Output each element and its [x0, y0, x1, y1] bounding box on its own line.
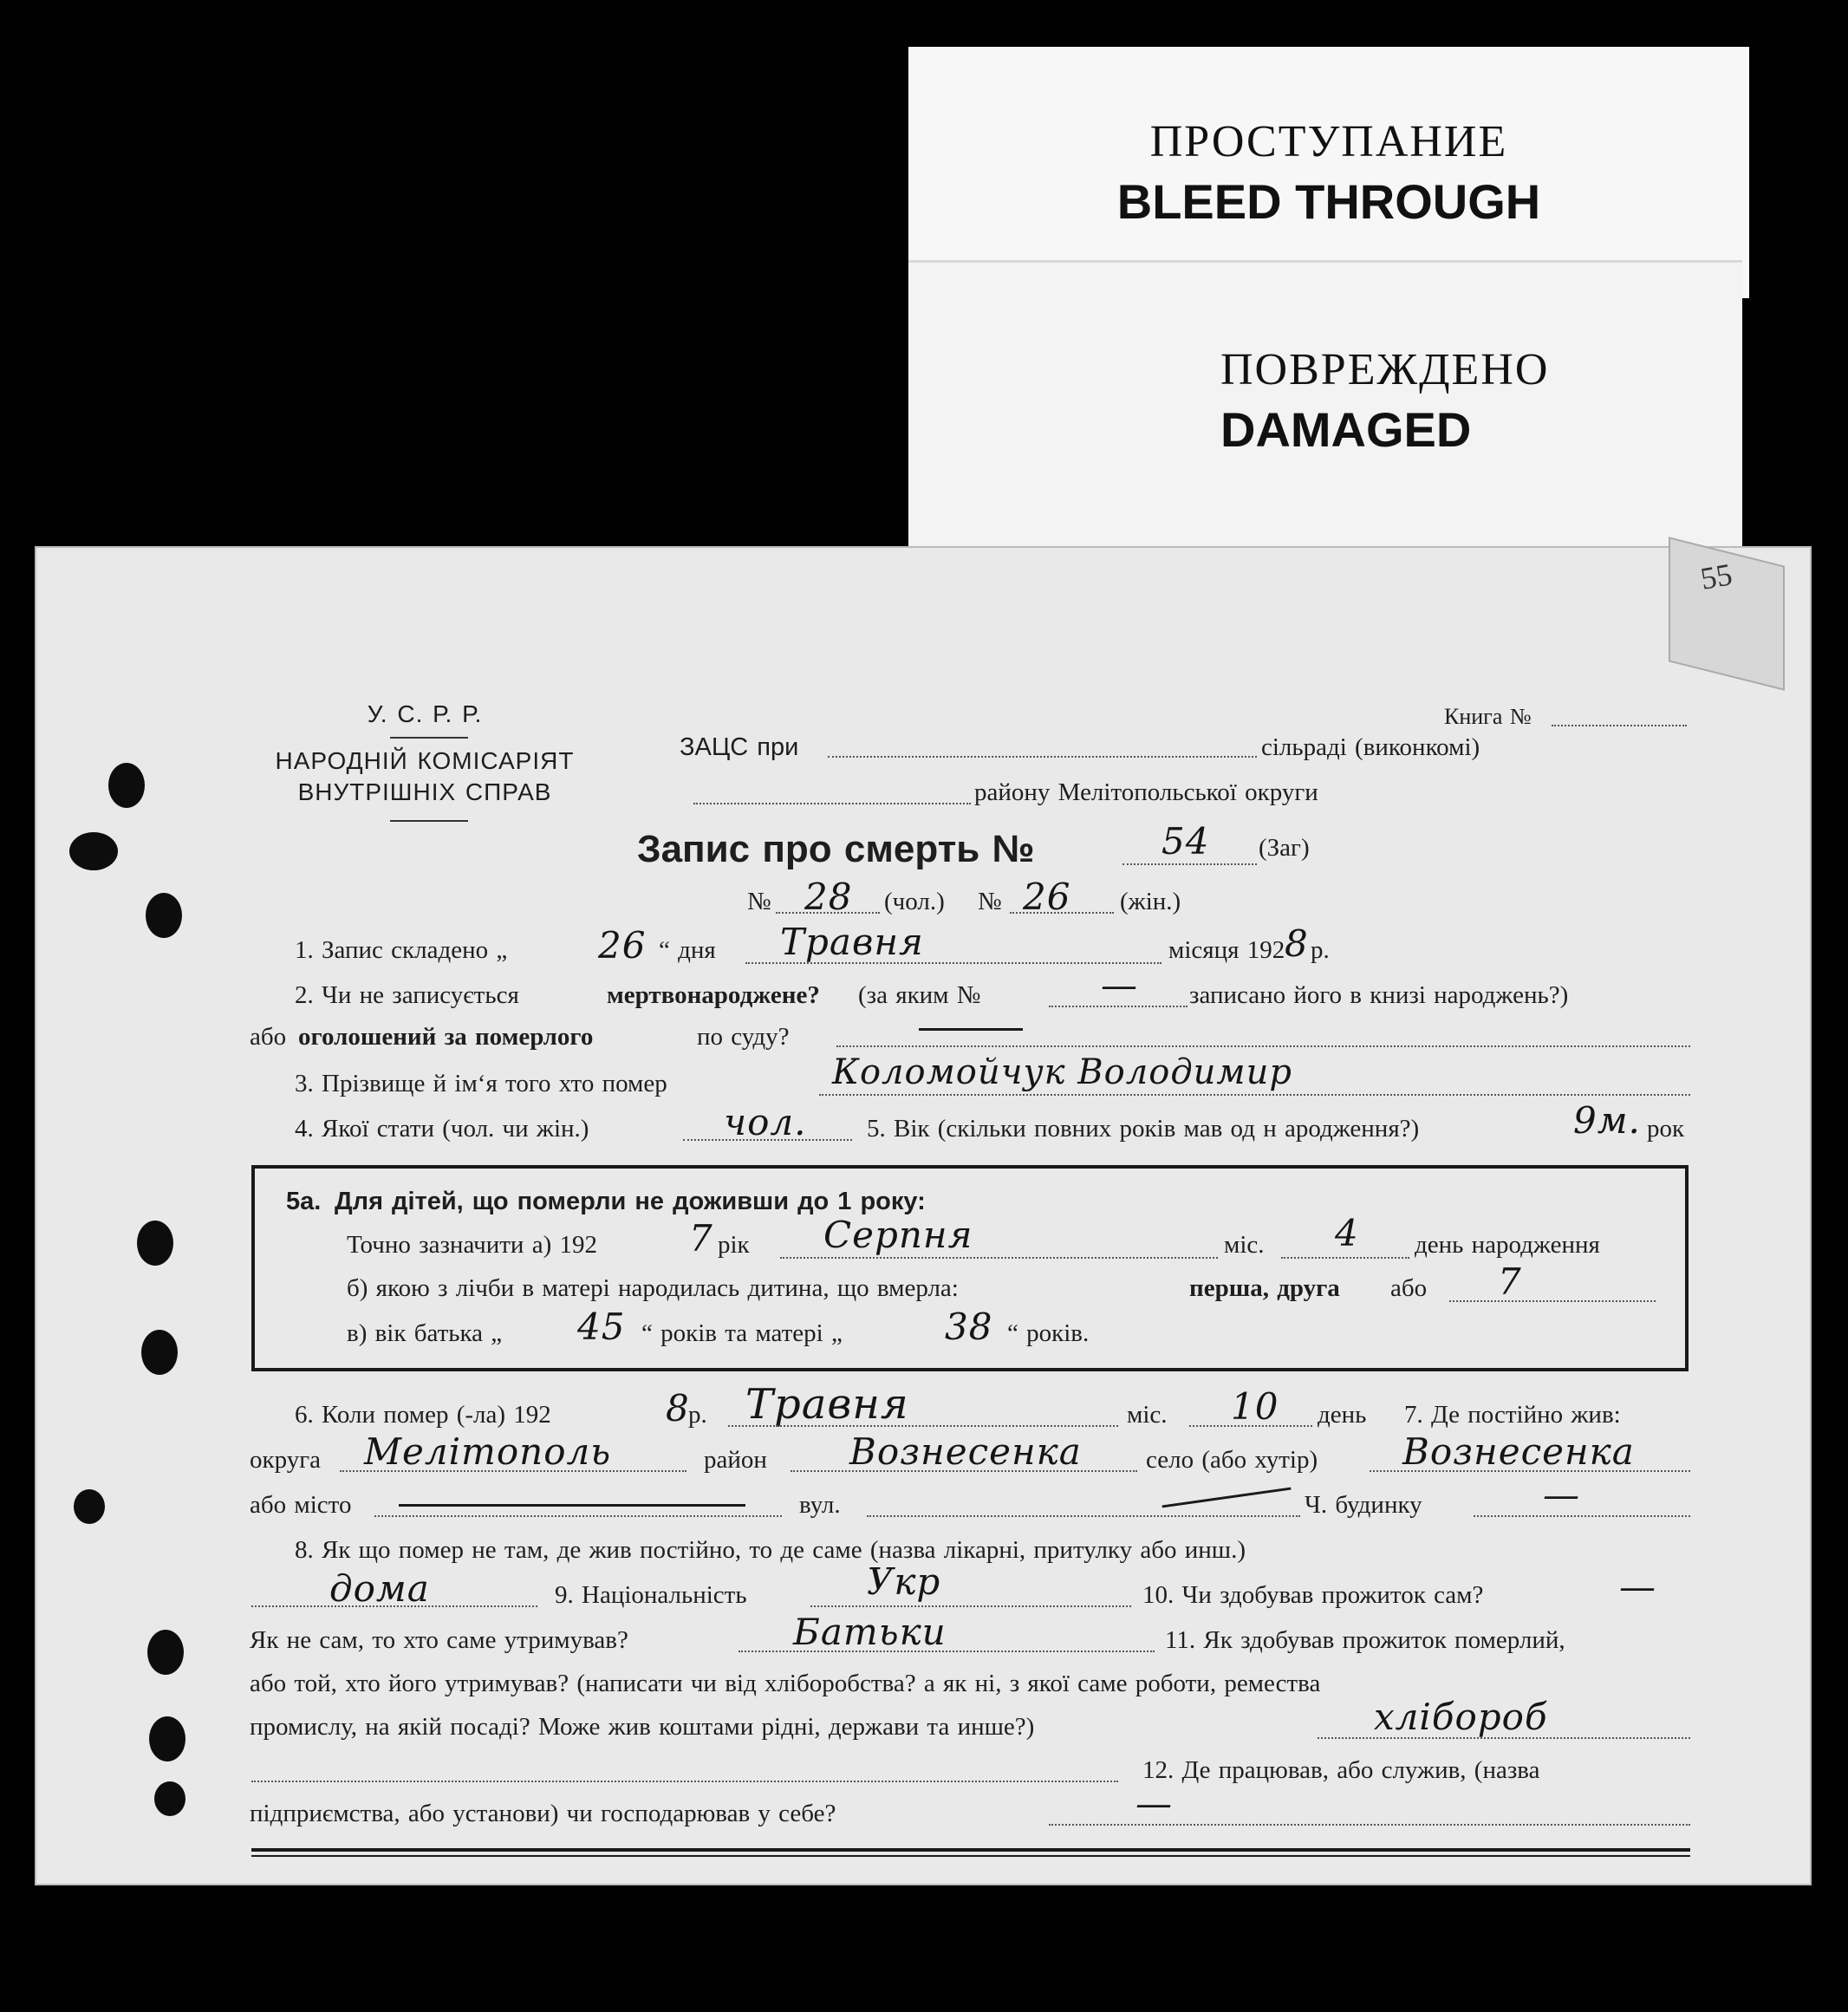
okruha-value: Мелітополь: [364, 1430, 612, 1473]
punch-hole: [149, 1716, 185, 1761]
punch-hole: [137, 1221, 173, 1266]
female-no-label: №: [978, 888, 1002, 915]
header-divider: [390, 820, 468, 822]
bottom-rule-thin: [251, 1855, 1690, 1857]
supporter-label: Як не сам, то хто саме утримував?: [250, 1626, 628, 1654]
death-place-line: [251, 1605, 537, 1607]
death-day-label: день: [1318, 1401, 1367, 1429]
infant-order-options: перша, друга: [1189, 1274, 1340, 1302]
mother-age: 38: [945, 1306, 993, 1348]
court-dash: [919, 1028, 1023, 1031]
male-number-line: [776, 912, 880, 914]
house-number-label: Ч. будинку: [1305, 1491, 1422, 1519]
nationality-line: [810, 1605, 1131, 1607]
infant-section-title: Для дітей, що померли не доживши до 1 року:: [335, 1188, 926, 1215]
infant-section-number: 5а.: [286, 1188, 322, 1215]
bottom-rule: [251, 1848, 1690, 1852]
selo-line: [1370, 1470, 1690, 1472]
workplace-line: [1049, 1824, 1690, 1826]
raion-value: Вознесенка: [849, 1430, 1082, 1473]
corner-page-mark: 55: [1697, 557, 1735, 596]
raion-label: район: [704, 1446, 767, 1474]
punch-hole: [154, 1781, 185, 1816]
supporter-value: Батьки: [793, 1611, 947, 1653]
infant-order-or: або: [1390, 1274, 1428, 1302]
republic-heading: У. С. Р. Р.: [367, 700, 483, 727]
record-month: Травня: [780, 921, 924, 963]
field-1-month-label: місяця 192: [1168, 936, 1285, 964]
death-year: 8: [666, 1387, 690, 1429]
death-month-label: міс.: [1127, 1401, 1168, 1429]
field-11-label: 11. Як здобував прожиток померлий,: [1165, 1626, 1565, 1654]
field-10-label: 10. Чи здобував прожиток сам?: [1142, 1581, 1484, 1609]
field-2-court-line: [836, 1045, 1690, 1047]
field-5-suffix: рок: [1647, 1115, 1685, 1143]
male-no-label: №: [747, 888, 771, 915]
commissariat-line2: ВНУТРІШНІХ СПРАВ: [297, 778, 552, 805]
field-1-year-suffix: р.: [1311, 936, 1330, 964]
field-9-label: 9. Національність: [555, 1581, 747, 1609]
house-number-line: [1474, 1515, 1690, 1517]
workplace: —: [1135, 1782, 1173, 1825]
field-8-label: 8. Як що помер не там, де жив постійно, то де саме (назва лікарні, притулку або инш.): [295, 1536, 1246, 1564]
infant-month-label: міс.: [1224, 1231, 1265, 1259]
mother-age-label: “ років та матері „: [641, 1319, 843, 1347]
field-2-or: або: [250, 1023, 287, 1051]
damaged-label-en: DAMAGED: [1220, 402, 1472, 457]
zags-suffix: сільраді (виконкомі): [1261, 733, 1480, 761]
street-line: [867, 1515, 1300, 1517]
female-label: (жін.): [1120, 888, 1181, 915]
misto-label: або місто: [250, 1491, 352, 1519]
deceased-name-line: [819, 1094, 1690, 1096]
field-6-label: 6. Коли помер (-ла) 192: [295, 1401, 551, 1429]
male-label: (чол.): [884, 888, 945, 915]
misto-dash: [399, 1504, 745, 1507]
damaged-label-ru: ПОВРЕЖДЕНО: [1220, 345, 1550, 394]
parents-age-suffix: “ років.: [1007, 1319, 1090, 1347]
misto-line: [374, 1515, 782, 1517]
infant-day-label: день народження: [1415, 1231, 1600, 1259]
record-number: 54: [1162, 820, 1210, 863]
record-title: Запис про смерть №: [637, 828, 1035, 870]
field-12-question: підприємства, або установи) чи господарював у себе?: [250, 1800, 836, 1827]
field-12-label: 12. Де працював, або служив, (назва: [1142, 1756, 1540, 1784]
house-number-value: —: [1543, 1474, 1580, 1516]
infant-year-suffix: рік: [718, 1231, 750, 1259]
punch-hole: [108, 763, 145, 808]
punch-hole: [74, 1489, 105, 1524]
street-label: вул.: [799, 1491, 841, 1519]
death-place: дома: [329, 1567, 430, 1610]
field-5-label: 5. Вік (скільки повних років мав од н ародження?): [867, 1115, 1420, 1143]
punch-hole: [69, 832, 118, 870]
field-2-court: по суду?: [697, 1023, 790, 1051]
infant-birth-day: 4: [1335, 1212, 1359, 1254]
record-day: 26: [598, 924, 647, 967]
occupation: хлібороб: [1374, 1696, 1548, 1738]
father-age-label: в) вік батька „: [347, 1319, 503, 1347]
punch-hole: [147, 1630, 184, 1675]
infant-birth-order: 7: [1498, 1260, 1522, 1303]
death-day: 10: [1231, 1385, 1279, 1428]
deceased-sex-line: [683, 1139, 852, 1141]
field-2-declared-dead: оголошений за померлого: [298, 1023, 594, 1051]
record-title-suffix: (Заг): [1259, 834, 1310, 862]
field-11-extra-line: [251, 1781, 1118, 1782]
field-2-stillborn: мертвонароджене?: [607, 981, 820, 1009]
death-month-line: [728, 1425, 1118, 1427]
record-number-line: [1122, 863, 1257, 865]
infant-order-line: [1449, 1300, 1656, 1302]
female-number-line: [1010, 912, 1114, 914]
book-label: Книга №: [1444, 704, 1532, 729]
infant-day-line: [1281, 1257, 1409, 1259]
field-2-suffix: записано його в книзі народжень?): [1189, 981, 1569, 1009]
bleed-through-label-en: BLEED THROUGH: [1116, 174, 1541, 229]
death-month: Травня: [745, 1380, 909, 1429]
raion-line: [791, 1470, 1137, 1472]
record-month-line: [745, 962, 1162, 964]
okruha-label: округа: [250, 1446, 321, 1474]
deceased-age: 9м.: [1573, 1099, 1641, 1142]
punch-hole: [146, 893, 182, 938]
female-number: 26: [1023, 876, 1071, 918]
book-number-field: [1552, 725, 1687, 726]
infant-order-label: б) якою з лічби в матері народилась дитина, що вмерла:: [347, 1274, 959, 1302]
field-2-line: [1049, 1006, 1188, 1007]
supporter-line: [739, 1651, 1155, 1652]
punch-hole: [141, 1330, 178, 1375]
commissariat-line1: НАРОДНІЙ КОМІСАРІЯТ: [275, 747, 575, 774]
header-divider: [390, 737, 468, 739]
father-age: 45: [577, 1306, 626, 1348]
nationality: Укр: [867, 1560, 941, 1603]
infant-birth-month: Серпня: [823, 1214, 973, 1256]
raion-field: [693, 803, 971, 804]
selo-value: Вознесенка: [1402, 1430, 1635, 1473]
deceased-name: Коломойчук Володимир: [832, 1052, 1292, 1092]
infant-month-line: [780, 1257, 1218, 1259]
field-3-label: 3. Прізвище й ім‘я того хто помер: [295, 1070, 667, 1097]
death-day-line: [1189, 1425, 1312, 1427]
male-number: 28: [804, 876, 853, 918]
field-2-label: 2. Чи не записується: [295, 981, 519, 1009]
occupation-line: [1318, 1737, 1690, 1739]
field-1-day-label: “ дня: [659, 936, 716, 964]
self-support: —: [1619, 1566, 1656, 1608]
damaged-label: [908, 260, 1742, 554]
field-4-label: 4. Якої стати (чол. чи жін.): [295, 1115, 589, 1143]
field-2-number-label: (за яким №: [858, 981, 981, 1009]
infant-birth-year: 7: [689, 1217, 713, 1260]
bleed-through-label-ru: ПРОСТУПАНИЕ: [1149, 117, 1508, 166]
okruha-line: [340, 1470, 686, 1472]
field-7-label: 7. Де постійно жив:: [1404, 1401, 1621, 1429]
field-11-question-cont: промислу, на якій посаді? Може жив коштами рідні, держави та инше?): [250, 1713, 1035, 1741]
village-council-field: [828, 756, 1257, 758]
field-2-value: —: [1101, 964, 1138, 1006]
selo-label: село (або хутір): [1146, 1446, 1318, 1474]
zags-prefix: ЗАЦС при: [680, 733, 799, 761]
raion-suffix: району Мелітопольської округи: [974, 778, 1318, 806]
record-year: 8: [1285, 922, 1309, 965]
deceased-sex: чол.: [724, 1101, 807, 1143]
infant-birth-label: Точно зазначити а) 192: [347, 1231, 597, 1259]
field-1-label: 1. Запис складено „: [295, 936, 508, 964]
death-year-suffix: р.: [688, 1401, 707, 1429]
field-11-question: або той, хто його утримував? (написати чи від хліборобства? а як ні, з якої саме роботи, ремества: [250, 1670, 1321, 1697]
